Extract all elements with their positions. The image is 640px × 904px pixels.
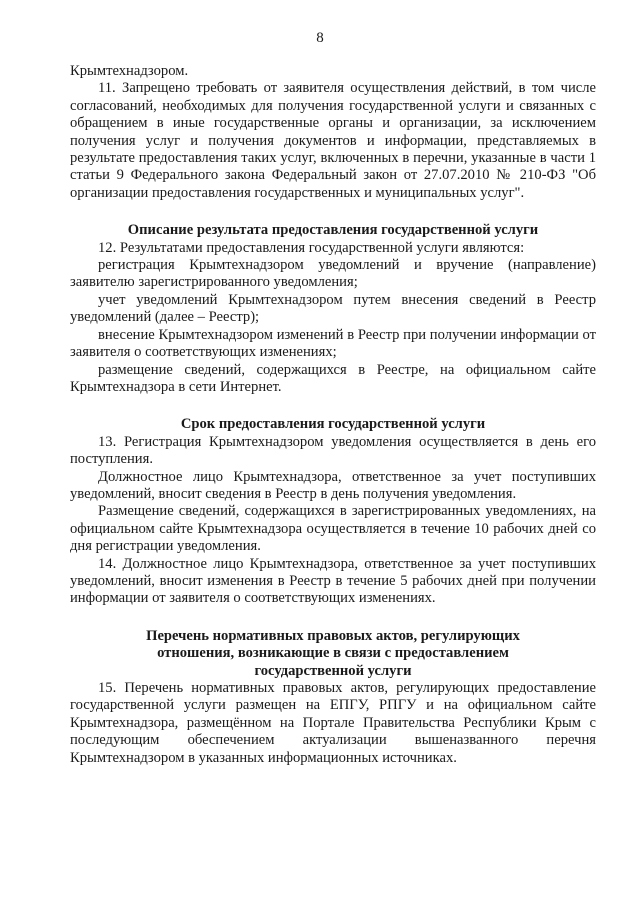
paragraph-12: 12. Результатами предоставления государственной услуги являются: xyxy=(98,239,525,256)
paragraph-12-item-2: учет уведомлений Крымтехнадзором путем внесения сведений в Реестр уведомлений (далее – Реестр); xyxy=(70,291,596,326)
heading-legal-acts-line-1: Перечень нормативных правовых актов, регулирующих xyxy=(146,627,520,644)
heading-service-term: Срок предоставления государственной услуги xyxy=(180,416,486,433)
paragraph-11: 11. Запрещено требовать от заявителя осуществления действий, в том числе согласований, необходимых для получения государственной услуги и связанных с обращением в иные государственные органы и организации, за исключением получения услуг и получения документов и информации, представляемых в результате предоставления таких услуг, включенных в перечни, указанные в части 1 статьи 9 Федерального закона Федеральный закон от 27.07.2010 № 210-ФЗ "Об организации предоставления государственных и муниципальных услуг". xyxy=(70,80,596,201)
paragraph-15: 15. Перечень нормативных правовых актов, регулирующих предоставление государственной услуги размещен на ЕПГУ, РПГУ и на официальном сайте Крымтехнадзора, размещённом на Портале Правительства Республики Крым с последующим обеспечением актуализации вышеназванного перечня Крымтехнадзором в указанных информационных источниках. xyxy=(70,680,596,766)
heading-legal-acts xyxy=(70,628,596,680)
paragraph-12-item-3: внесение Крымтехнадзором изменений в Реестр при получении информации от заявителя о соответствующих изменениях; xyxy=(70,326,596,361)
page-number: 8 xyxy=(316,30,324,46)
paragraph-13-item-2: Размещение сведений, содержащихся в зарегистрированных уведомлениях, на официальном сайте Крымтехнадзора осуществляется в течение 10 рабочих дней со дня регистрации уведомления. xyxy=(70,503,596,555)
paragraph-continuation: Крымтехнадзором. xyxy=(70,63,189,79)
paragraph-13: 13. Регистрация Крымтехнадзором уведомления осуществляется в день его поступления. xyxy=(70,433,596,468)
document-body xyxy=(70,63,596,767)
heading-legal-acts-line-2: отношения, возникающие в связи с предоставлением xyxy=(157,645,509,662)
paragraph-12-item-4: размещение сведений, содержащихся в Реестре, на официальном сайте Крымтехнадзора в сети Интернет. xyxy=(70,361,596,395)
paragraph-14: 14. Должностное лицо Крымтехнадзора, ответственное за учет поступивших уведомлений, вносит изменения в Реестр в течение 5 рабочих дней при получении информации от заявителя о соответствующих изменениях. xyxy=(70,555,596,607)
heading-result-description: Описание результата предоставления государственной услуги xyxy=(127,222,539,239)
paragraph-12-item-1: регистрация Крымтехнадзором уведомлений и вручение (направление) заявителю зарегистрированного уведомления; xyxy=(70,257,596,291)
heading-legal-acts-line-3: государственной услуги xyxy=(254,662,412,679)
paragraph-13-item-1: Должностное лицо Крымтехнадзора, ответственное за учет поступивших уведомлений, вносит сведения в Реестр в день получения уведомления. xyxy=(70,468,596,502)
